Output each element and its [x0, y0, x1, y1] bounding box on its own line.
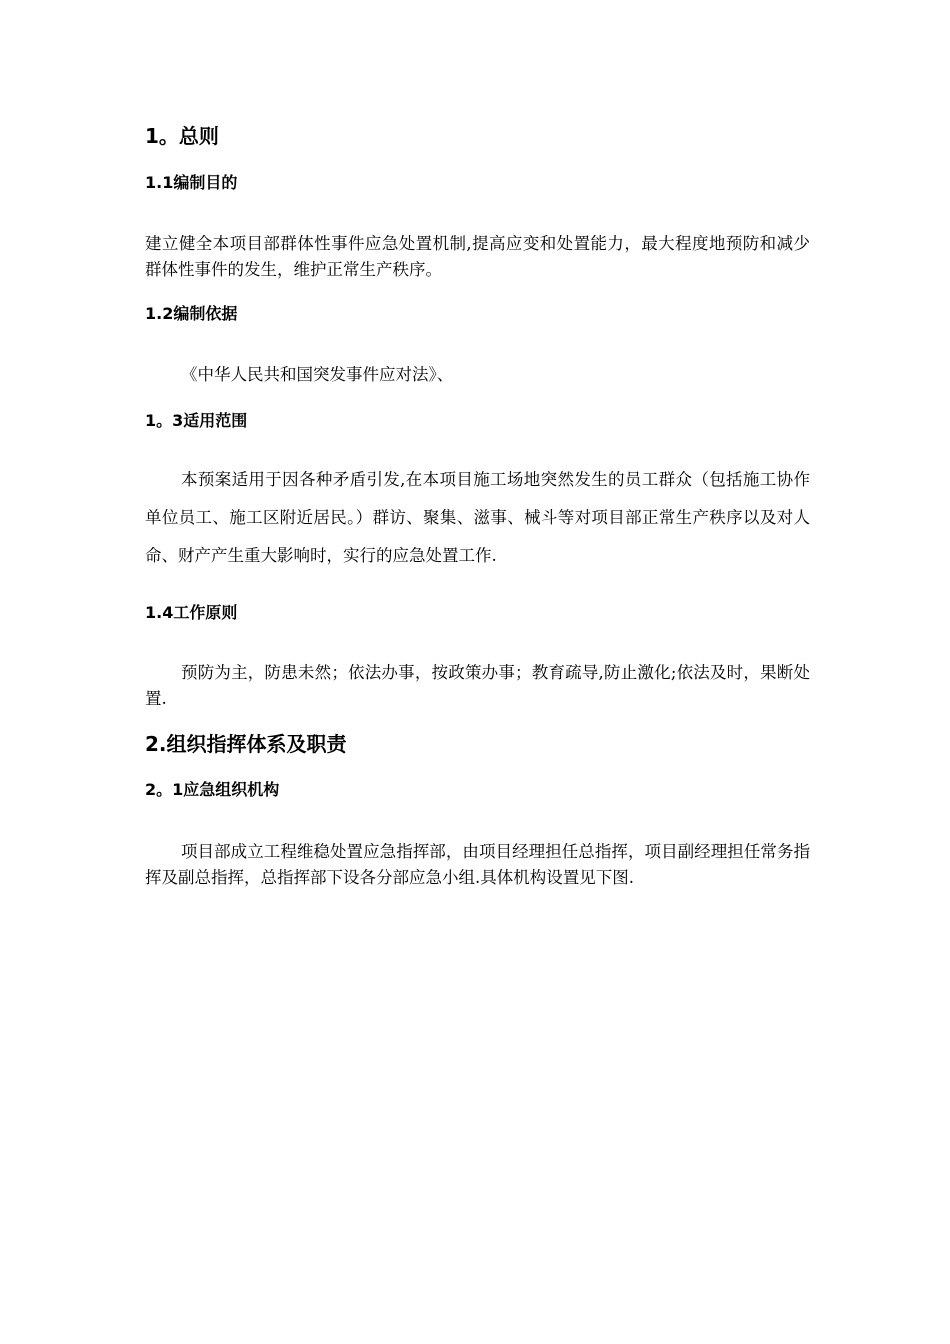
subsection-heading-emergency-org: 2。1应急组织机构: [145, 780, 280, 799]
paragraph-basis: 《中华人民共和国突发事件应对法》、: [181, 365, 454, 384]
paragraph-scope: 本预案适用于因各种矛盾引发,在本项目施工场地突然发生的员工群众（包括施工协作单位员工、施工区附近居民。）群访、聚集、滋事、械斗等对项目部正常生产秩序以及对人命、财产产生重大影响时，实行的应急处置工作.: [145, 470, 810, 565]
paragraph-principles: 预防为主，防患未然；依法办事，按政策办事；教育疏导,防止激化;依法及时，果断处置.: [145, 663, 810, 708]
subsection-heading-scope: 1。3适用范围: [145, 411, 248, 430]
section-heading-general: 1。总则: [145, 124, 219, 148]
paragraph-emergency-org: 项目部成立工程维稳处置应急指挥部，由项目经理担任总指挥，项目副经理担任常务指挥及副总指挥，总指挥部下设各分部应急小组.具体机构设置见下图.: [145, 842, 810, 887]
subsection-heading-principles: 1.4工作原则: [145, 603, 238, 622]
subsection-heading-basis: 1.2编制依据: [145, 304, 238, 323]
section-heading-organization: 2.组织指挥体系及职责: [145, 732, 347, 756]
paragraph-purpose: 建立健全本项目部群体性事件应急处置机制,提高应变和处置能力，最大程度地预防和减少群体性事件的发生，维护正常生产秩序。: [145, 234, 810, 279]
subsection-heading-purpose: 1.1编制目的: [145, 173, 238, 192]
